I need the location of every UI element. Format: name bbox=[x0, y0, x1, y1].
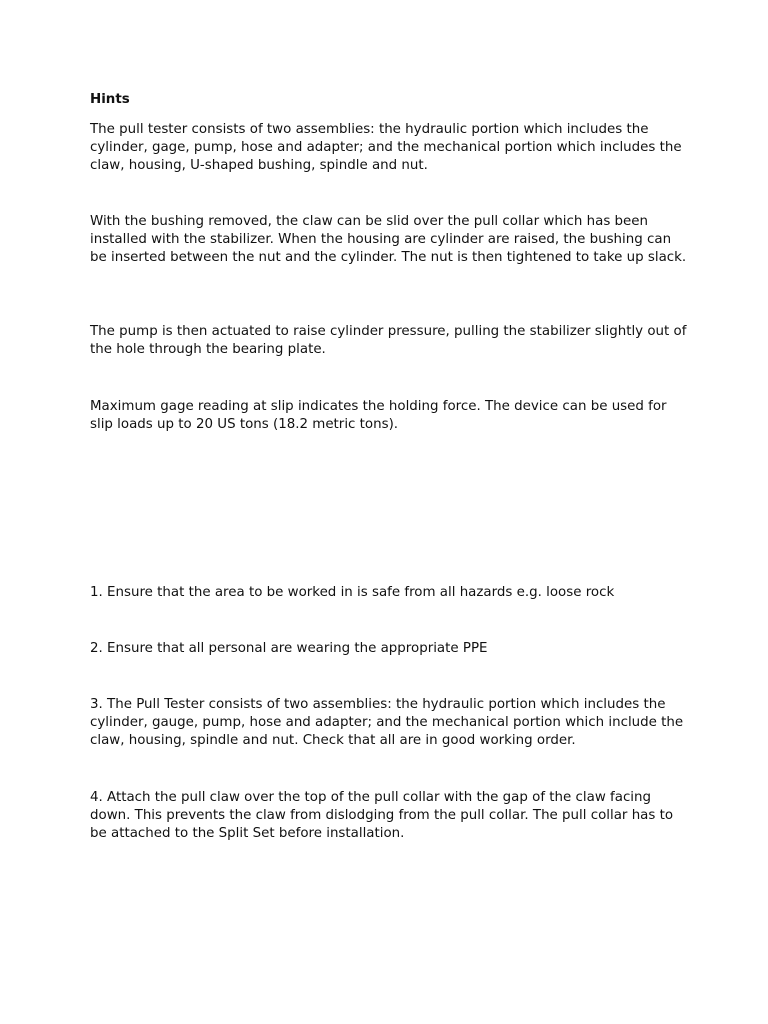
document-heading: Hints bbox=[90, 92, 130, 107]
step-2: 2. Ensure that all personal are wearing the appropriate PPE bbox=[90, 641, 488, 656]
step-1: 1. Ensure that the area to be worked in is safe from all hazards e.g. loose rock bbox=[90, 585, 615, 600]
paragraph-assemblies: The pull tester consists of two assemblies: the hydraulic portion which includes the cylinder, gage, pump, hose and adapter; and the mechanical portion which includes the claw, housing, U-shaped bushing, spindle and nut. bbox=[90, 122, 682, 173]
paragraph-pump: The pump is then actuated to raise cylinder pressure, pulling the stabilizer slightly out of the hole through the bearing plate. bbox=[90, 324, 687, 357]
step-3: 3. The Pull Tester consists of two assemblies: the hydraulic portion which includes the cylinder, gauge, pump, hose and adapter; and the mechanical portion which include the claw, housing, spindle and nut. Check that all are in good working order. bbox=[90, 697, 684, 748]
paragraph-bushing: With the bushing removed, the claw can be slid over the pull collar which has been installed with the stabilizer. When the housing are cylinder are raised, the bushing can be inserted between the nut and the cylinder. The nut is then tightened to take up slack. bbox=[90, 214, 687, 265]
step-4: 4. Attach the pull claw over the top of the pull collar with the gap of the claw facing down. This prevents the claw from dislodging from the pull collar. The pull collar has to be attached to the Split Set before installation. bbox=[90, 790, 674, 841]
paragraph-gage-reading: Maximum gage reading at slip indicates the holding force. The device can be used for slip loads up to 20 US tons (18.2 metric tons). bbox=[90, 399, 667, 432]
